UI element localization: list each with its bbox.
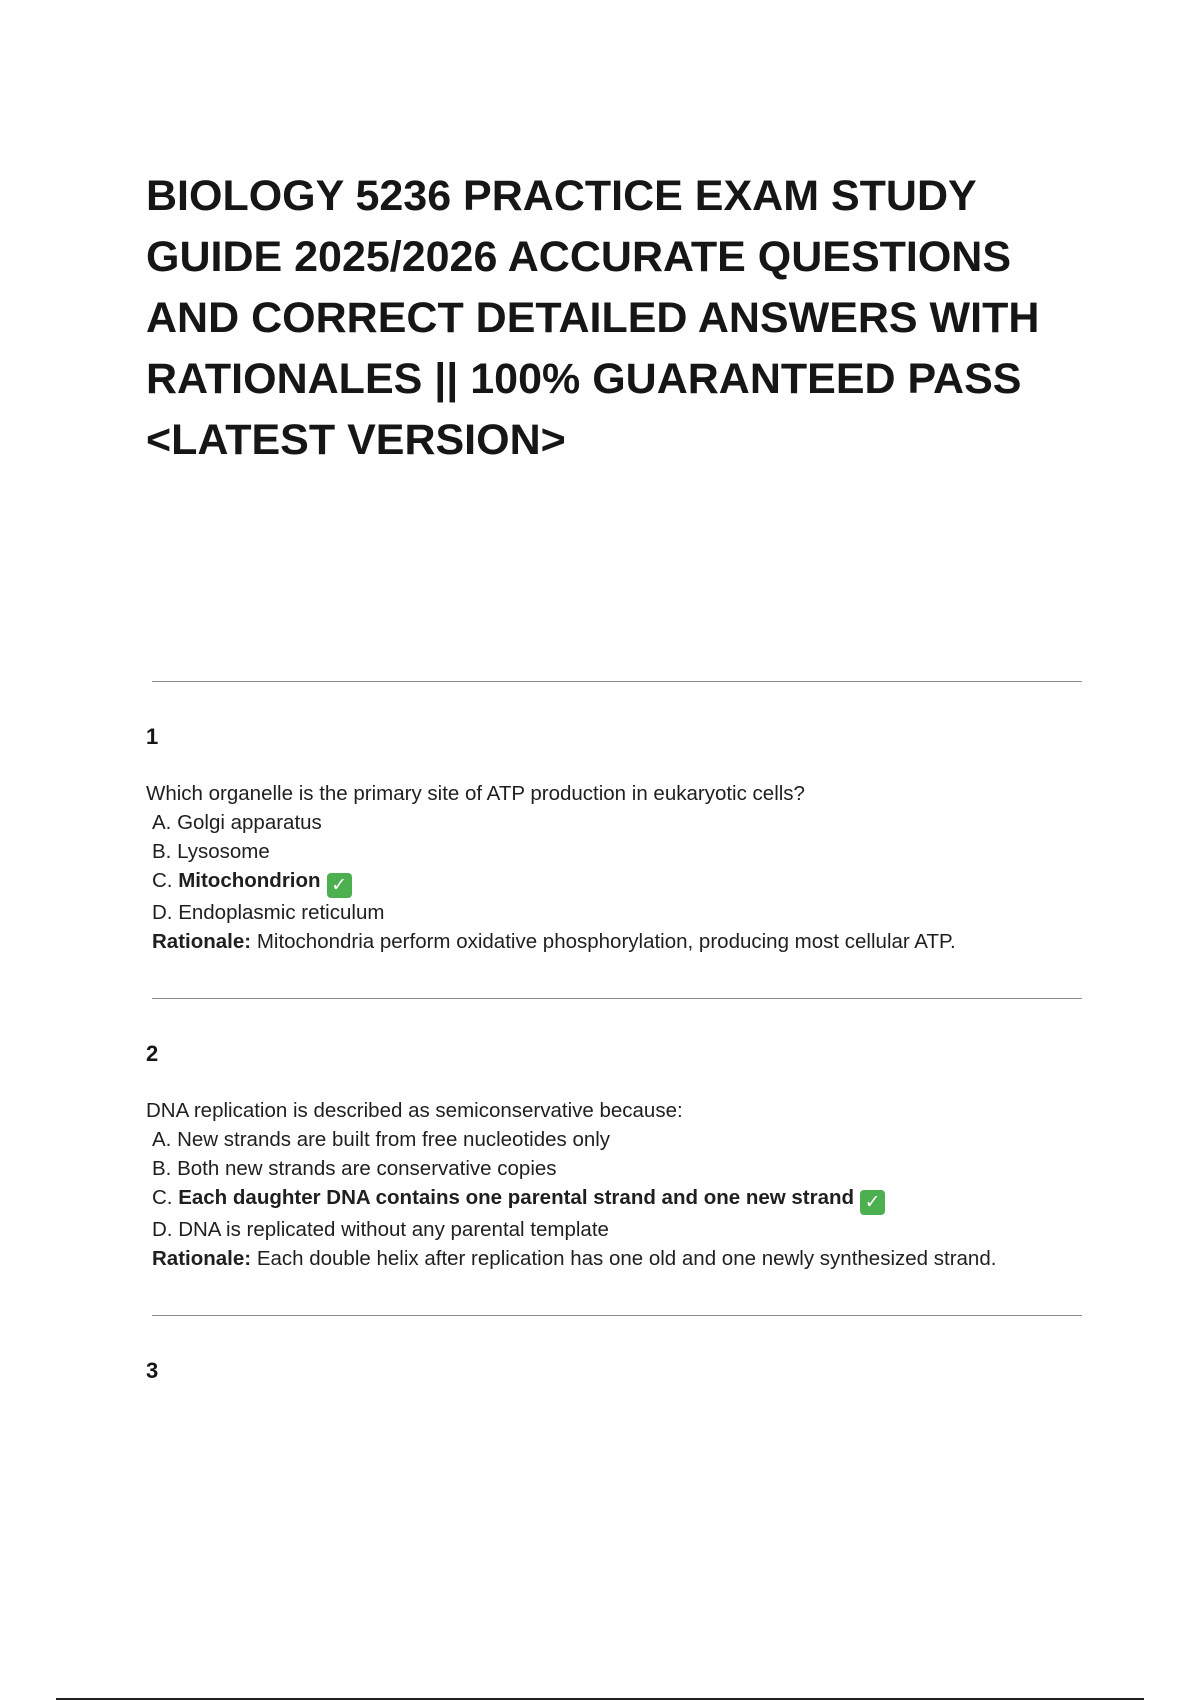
option-d — [146, 1215, 1106, 1244]
document-title: BIOLOGY 5236 PRACTICE EXAM STUDY GUIDE 2025/2026 ACCURATE QUESTIONS AND CORRECT DETAILED ANSWERS WITH RATIONALES || 100% GUARANTEED PASS <LATEST VERSION> — [146, 172, 1040, 464]
option-prefix: C. — [152, 869, 173, 892]
check-mark-icon: ✓ — [860, 1190, 885, 1215]
option-text: Both new strands are conservative copies — [177, 1157, 557, 1180]
option-c-correct — [146, 866, 1106, 898]
question-text: DNA replication is described as semiconservative because: — [146, 1099, 683, 1122]
question-block — [146, 1096, 1106, 1273]
rationale — [146, 1244, 1106, 1273]
option-prefix: C. — [152, 1186, 173, 1209]
correct-answer-text: Each daughter DNA contains one parental strand and one new strand — [178, 1186, 855, 1209]
rationale-label: Rationale: — [152, 1247, 252, 1270]
rationale — [146, 927, 1106, 956]
option-text: Endoplasmic reticulum — [178, 901, 385, 924]
correct-answer-text: Mitochondrion — [178, 869, 321, 892]
option-prefix: B. — [152, 1157, 172, 1180]
question-number: 3 — [146, 1358, 159, 1383]
option-c-correct — [146, 1183, 1106, 1215]
question-text: Which organelle is the primary site of ATP production in eukaryotic cells? — [146, 782, 805, 805]
divider — [152, 1315, 1082, 1316]
option-prefix: B. — [152, 840, 172, 863]
option-prefix: A. — [152, 811, 172, 834]
question-number: 1 — [146, 724, 159, 749]
option-text: Lysosome — [177, 840, 270, 863]
option-a — [146, 808, 1106, 837]
rationale-label: Rationale: — [152, 930, 252, 953]
option-b — [146, 837, 1106, 866]
option-b — [146, 1154, 1106, 1183]
divider — [152, 681, 1082, 682]
check-mark-icon: ✓ — [327, 873, 352, 898]
rationale-text: Each double helix after replication has one old and one newly synthesized strand. — [256, 1247, 997, 1270]
question-block — [146, 779, 1106, 956]
rationale-text: Mitochondria perform oxidative phosphorylation, producing most cellular ATP. — [256, 930, 956, 953]
option-text: DNA is replicated without any parental template — [178, 1218, 609, 1241]
option-prefix: D. — [152, 901, 173, 924]
option-prefix: A. — [152, 1128, 172, 1151]
question-number: 2 — [146, 1041, 159, 1066]
option-prefix: D. — [152, 1218, 173, 1241]
option-text: Golgi apparatus — [177, 811, 322, 834]
option-a — [146, 1125, 1106, 1154]
option-text: New strands are built from free nucleotides only — [177, 1128, 611, 1151]
option-d — [146, 898, 1106, 927]
divider — [152, 998, 1082, 999]
